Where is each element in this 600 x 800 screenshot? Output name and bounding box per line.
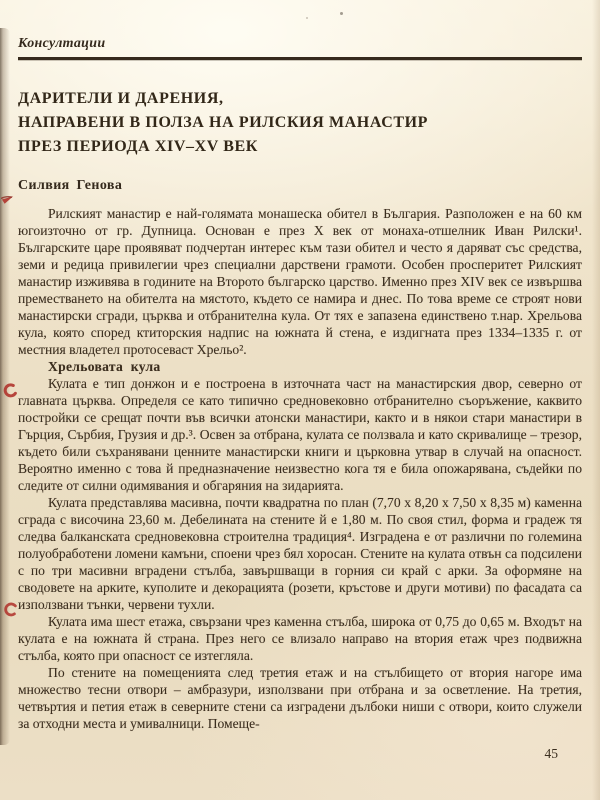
paragraph: Кулата е тип донжон и е построена в източната част на манастирския двор, северно от главната църква. Определя се като типично средновековно отбранително съоръжение, каквито постройки се срещат почти във всички атонски манастири, както и в някои стари манастири в Гърция, Сърбия, Грузия и др.³. Освен за отбрана, кулата се ползвала и като скривалище – трезор, където били съхранявани ценните манастирски книги и църковна утвар в случай на опасност. Вероятно именно с това й предназначение неизвестно кога тя е била опожарявана, съдейки по следите от силни одимявания и обгаряния на зидарията. (18, 376, 582, 493)
red-pen-mark-icon (1, 381, 19, 401)
article-author: Силвия Генова (18, 178, 123, 193)
paragraph: Рилският манастир е най-голямата монашеска обител в България. Разположен е на 60 км югоизточно от гр. Дупница. Основан е през X век от монаха-отшелник Иван Рилски¹. Българските царе проявяват подчертан интерес към тази обител и често я даряват със средства, земи и редица привилегии чрез специални дарствени грамоти. Особен просперитет Рилският манастир изживява в годините на Второто българско царство. Именно през XIV век се извършва преместването на обителта на мястото, където се намира и днес. По това време се строят нови манастирски сгради, църква и отбранителна кула. От тях е запазена единствено т.нар. Хрельова кула, която според ктиторския надпис на южната й стена, е издигната през 1334–1335 г. от местния владетел протосеваст Хрельо². (18, 206, 582, 357)
page-content (18, 36, 582, 732)
article-title-line: ПРЕЗ ПЕРИОДА XIV–XV ВЕК (18, 138, 258, 155)
article-title-line: НАПРАВЕНИ В ПОЛЗА НА РИЛСКИЯ МАНАСТИР (18, 114, 429, 131)
header-rule (18, 57, 582, 60)
page-number: 45 (544, 746, 558, 761)
red-pen-mark-icon (0, 189, 17, 208)
subsection-heading: Хрельовата кула (48, 359, 161, 374)
article-title-line: ДАРИТЕЛИ И ДАРЕНИЯ, (18, 90, 224, 107)
section-kicker: Консултации (18, 36, 106, 51)
article-title (18, 87, 582, 159)
article-body (18, 205, 582, 732)
paragraph: Кулата има шест етажа, свързани чрез каменна стълба, широка от 0,75 до 0,65 м. Входът на кулата е на южната й страна. През него се влизало направо на втория етаж чрез подвижна стълба, която при опасност се изтегляла. (18, 614, 582, 663)
paragraph: По стените на помещенията след третия етаж и на стълбището от втория нагоре има множество тесни отвори – амбразури, използвани при отбрана и за осветление. На третия, четвъртия и петия етаж в северните стени са изградени дълбоки ниши с отвори, които служели за отходни места и умивалници. Помеще- (18, 665, 582, 731)
paragraph: Кулата представлява масивна, почти квадратна по план (7,70 х 8,20 х 7,50 х 8,35 м) каменна сграда с височина 23,60 м. Дебелината на стените й е 1,80 м. По своя стил, форма и градеж тя следва балканската средновековна строителна традиция⁴. Изградена е от различни по големина полуобработени ломени камъни, споени чрез бял хоросан. Стените на кулата отвън са подсилени с по три масивни вградени стълба, завършващи в горния си край с арки. За оформяне на сводовете на арките, куполите и декорацията (розети, кръстове и други мотиви) по фасадата са използвани тънки, червени тухли. (18, 495, 582, 612)
paper-speck (340, 12, 343, 15)
paper-speck (306, 17, 308, 19)
right-edge-shade (592, 0, 600, 800)
